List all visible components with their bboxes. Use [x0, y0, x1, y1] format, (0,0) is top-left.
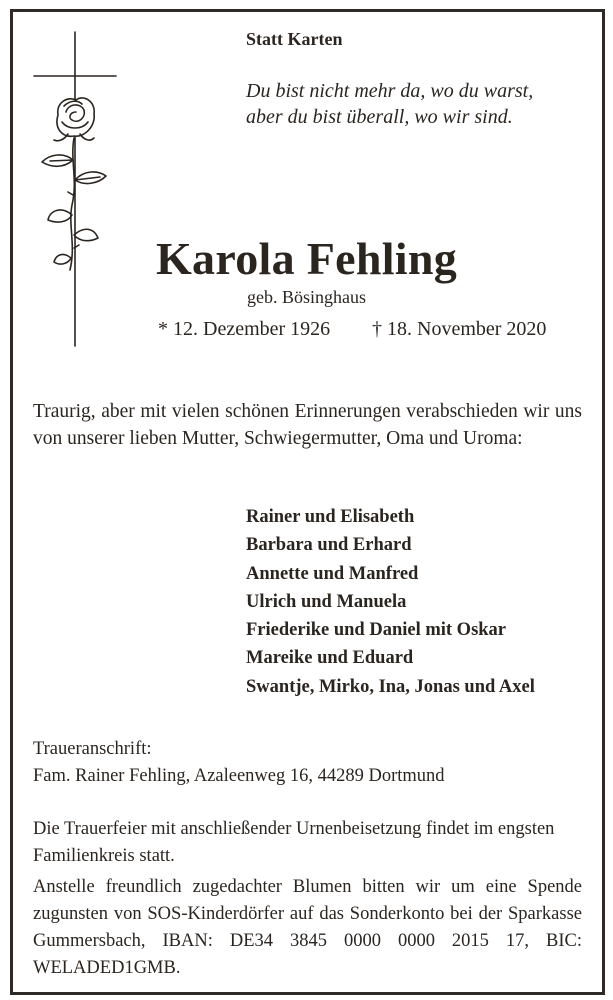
maiden-name: geb. Bösinghaus	[247, 287, 366, 307]
family-member: Annette und Manfred	[246, 563, 419, 584]
donation-text: Anstelle freundlich zugedachter Blumen bitten wir um eine Spende zugunsten von SOS-Kinderdörfer auf das Sonderkonto bei der Sparkasse Gummersbach, IBAN: DE34 3845 0000 0000 2015 17, BIC: WELADED1GMB.	[33, 877, 582, 978]
motto-line-1: Du bist nicht mehr da, wo du warst,	[246, 80, 534, 102]
mourning-address	[33, 736, 445, 790]
death-date: † 18. November 2020	[372, 318, 547, 340]
ceremony-text: Die Trauerfeier mit anschließender Urnenbeisetzung findet im engsten Familienkreis statt.	[33, 819, 555, 866]
address-line: Fam. Rainer Fehling, Azaleenweg 16, 44289 Dortmund	[33, 766, 445, 786]
family-member: Mareike und Eduard	[246, 648, 414, 669]
family-member: Friederike und Daniel mit Oskar	[246, 620, 507, 641]
intro-text: Traurig, aber mit vielen schönen Erinnerungen verabschieden wir uns von unserer lieben Mutter, Schwiegermutter, Oma und Uroma:	[33, 401, 582, 449]
family-member: Swantje, Mirko, Ina, Jonas und Axel	[246, 676, 535, 697]
family-list	[246, 503, 535, 701]
family-member: Ulrich und Manuela	[246, 591, 407, 612]
birth-date: * 12. Dezember 1926	[158, 318, 331, 340]
family-member: Barbara und Erhard	[246, 535, 412, 556]
header-note: Statt Karten	[246, 29, 343, 49]
address-label: Traueranschrift:	[33, 739, 152, 759]
family-member: Rainer und Elisabeth	[246, 507, 415, 527]
motto-line-2: aber du bist überall, wo wir sind.	[246, 106, 513, 128]
deceased-name: Karola Fehling	[155, 233, 458, 284]
